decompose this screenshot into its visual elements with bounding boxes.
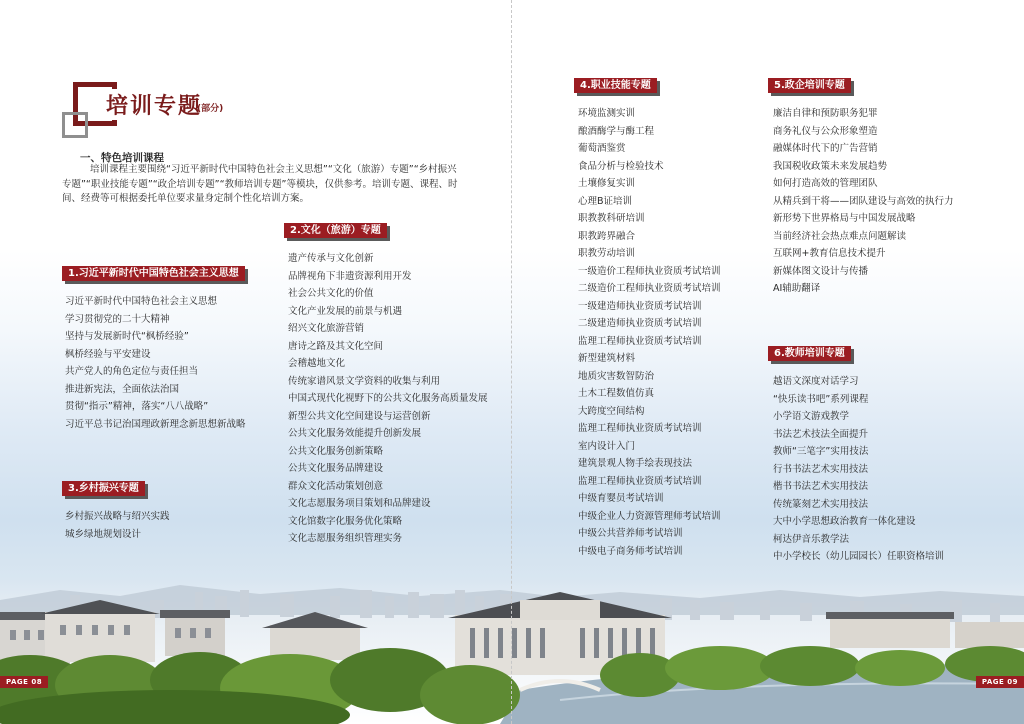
list-item: 职教跨界融合 (578, 230, 636, 242)
list-item: 贯彻“指示”精神，落实“八八战略” (65, 401, 209, 412)
list-item: 柯达伊音乐教学法 (773, 533, 850, 545)
list-item: 商务礼仪与公众形象塑造 (773, 125, 878, 137)
list-item: 遗产传承与文化创新 (288, 253, 374, 264)
list-item: 二级造价工程师执业资质考试培训 (578, 283, 721, 294)
page-number-right: PAGE 09 (976, 676, 1024, 688)
list-item: 城乡绿地规划设计 (65, 528, 142, 540)
section-header-teacher-training: 6.教师培训专题 (768, 346, 851, 361)
list-item: 坚持与发展新时代“枫桥经验” (65, 331, 189, 342)
list-item: 文化志愿服务组织管理实务 (288, 533, 403, 544)
list-item: 室内设计入门 (578, 440, 636, 452)
list-item: 新形势下世界格局与中国发展战略 (773, 213, 916, 224)
section-list-rural-revitalization (65, 508, 170, 543)
section-list-teacher-training (773, 373, 944, 566)
list-item: 唐诗之路及其文化空间 (288, 340, 384, 352)
section-header-rural-revitalization: 3.乡村振兴专题 (62, 481, 145, 496)
list-item: 中级企业人力资源管理师考试培训 (578, 510, 721, 522)
intro-paragraph: 培训课程主要围绕“习近平新时代中国特色社会主义思想”“文化（旅游）专题”“乡村振兴专题”“职业技能专题”“政企培训专题”“教师培训专题”等模块，仅供参考。培训专题、课程、时间、经费等可根据委托单位要求量身定制个性化培训方案。 (62, 164, 458, 204)
list-item: 公共文化服务效能提升创新发展 (288, 428, 422, 439)
list-item: 中级育婴员考试培训 (578, 493, 664, 504)
list-item: 行书书法艺术实用技法 (773, 463, 869, 475)
page-title-subtitle: (部分) (197, 104, 224, 114)
list-item: 职教教科研培训 (578, 213, 645, 224)
list-item: 绍兴文化旅游营销 (288, 323, 365, 334)
list-item: 中级电子商务师考试培训 (578, 545, 683, 557)
page-spine-divider (511, 0, 512, 724)
list-item: 二级建造师执业资质考试培训 (578, 318, 702, 329)
list-item: 教师“三笔字”实用技法 (773, 446, 869, 457)
list-item: 文化志愿服务项目策划和品牌建设 (288, 498, 431, 509)
list-item: 小学语文游戏教学 (773, 411, 850, 422)
list-item: 文化馆数字化服务优化策略 (288, 515, 403, 527)
list-item: 心理B证培训 (578, 195, 633, 207)
list-item: 新型建筑材料 (578, 353, 636, 364)
list-item: 习近平新时代中国特色社会主义思想 (65, 296, 218, 307)
list-item: 从精兵到干将——团队建设与高效的执行力 (773, 195, 954, 207)
list-item: 监理工程师执业资质考试培训 (578, 335, 702, 347)
list-item: 我国税收政策未来发展趋势 (773, 160, 888, 172)
list-item: 葡萄酒鉴赏 (578, 143, 626, 154)
title-decoration-square-gray (62, 112, 88, 138)
list-item: 中级公共营养师考试培训 (578, 528, 683, 539)
list-item: 建筑景观人物手绘表现技法 (578, 458, 693, 469)
list-item: 文化产业发展的前景与机遇 (288, 305, 403, 317)
list-item: 中国式现代化视野下的公共文化服务高质量发展 (288, 393, 488, 404)
list-item: 共产党人的角色定位与责任担当 (65, 366, 199, 377)
list-item: 公共文化服务品牌建设 (288, 463, 384, 474)
list-item: 土壤修复实训 (578, 178, 636, 189)
list-item: 中小学校长（幼儿园园长）任职资格培训 (773, 551, 945, 562)
section-header-gov-enterprise: 5.政企培训专题 (768, 78, 851, 93)
list-item: 环境监测实训 (578, 108, 636, 119)
section-list-vocational-skills (578, 105, 721, 560)
list-item: 楷书书法艺术实用技法 (773, 481, 869, 492)
section-header-xi-thought: 1.习近平新时代中国特色社会主义思想 (62, 266, 245, 281)
list-item: “快乐读书吧”系列课程 (773, 393, 869, 405)
list-item: 群众文化活动策划创意 (288, 480, 384, 492)
list-item: 会稽越地文化 (288, 358, 346, 369)
section-list-culture-tourism (288, 250, 488, 548)
intro-heading: 一、特色培训课程 (80, 152, 164, 164)
list-item: 监理工程师执业资质考试培训 (578, 475, 702, 487)
section-header-vocational-skills: 4.职业技能专题 (574, 78, 657, 93)
list-item: 监理工程师执业资质考试培训 (578, 423, 702, 434)
list-item: 酿酒酶学与酶工程 (578, 125, 655, 137)
list-item: 廉洁自律和预防职务犯罪 (773, 108, 878, 119)
list-item: 当前经济社会热点难点问题解读 (773, 230, 907, 242)
page-number-left: PAGE 08 (0, 676, 48, 688)
list-item: 职教劳动培训 (578, 248, 636, 259)
list-item: 食品分析与检验技术 (578, 160, 664, 172)
list-item: 学习贯彻党的二十大精神 (65, 313, 170, 325)
section-header-culture-tourism: 2.文化（旅游）专题 (284, 223, 387, 238)
list-item: 枫桥经验与平安建设 (65, 348, 151, 360)
list-item: 新型公共文化空间建设与运营创新 (288, 410, 431, 422)
list-item: 越语文深度对话学习 (773, 376, 859, 387)
list-item: 一级建造师执业资质考试培训 (578, 300, 702, 312)
list-item: 土木工程数值仿真 (578, 388, 655, 399)
list-item: 融媒体时代下的广告营销 (773, 143, 878, 154)
list-item: 社会公共文化的价值 (288, 288, 374, 299)
list-item: 地质灾害数智防治 (578, 370, 655, 382)
list-item: 传统篆刻艺术实用技法 (773, 498, 869, 510)
list-item: 一级造价工程师执业资质考试培训 (578, 265, 721, 277)
list-item: 互联网+教育信息技术提升 (773, 248, 886, 259)
list-item: 大中小学思想政治教育一体化建设 (773, 516, 916, 527)
list-item: 乡村振兴战略与绍兴实践 (65, 511, 170, 522)
list-item: 公共文化服务创新策略 (288, 445, 384, 457)
list-item: 如何打造高效的管理团队 (773, 178, 878, 189)
section-list-gov-enterprise (773, 105, 954, 298)
section-list-xi-thought (65, 293, 246, 433)
page-title: 培训专题 (102, 89, 206, 120)
list-item: AI辅助翻译 (773, 283, 821, 294)
list-item: 大跨度空间结构 (578, 405, 645, 417)
list-item: 传统家谱风景文学资料的收集与利用 (288, 375, 441, 387)
list-item: 新媒体图文设计与传播 (773, 265, 869, 277)
list-item: 推进新宪法，全面依法治国 (65, 383, 180, 395)
list-item: 品牌视角下非遗资源利用开发 (288, 270, 412, 282)
list-item: 书法艺术技法全面提升 (773, 428, 869, 440)
list-item: 习近平总书记治国理政新理念新思想新战略 (65, 418, 246, 430)
